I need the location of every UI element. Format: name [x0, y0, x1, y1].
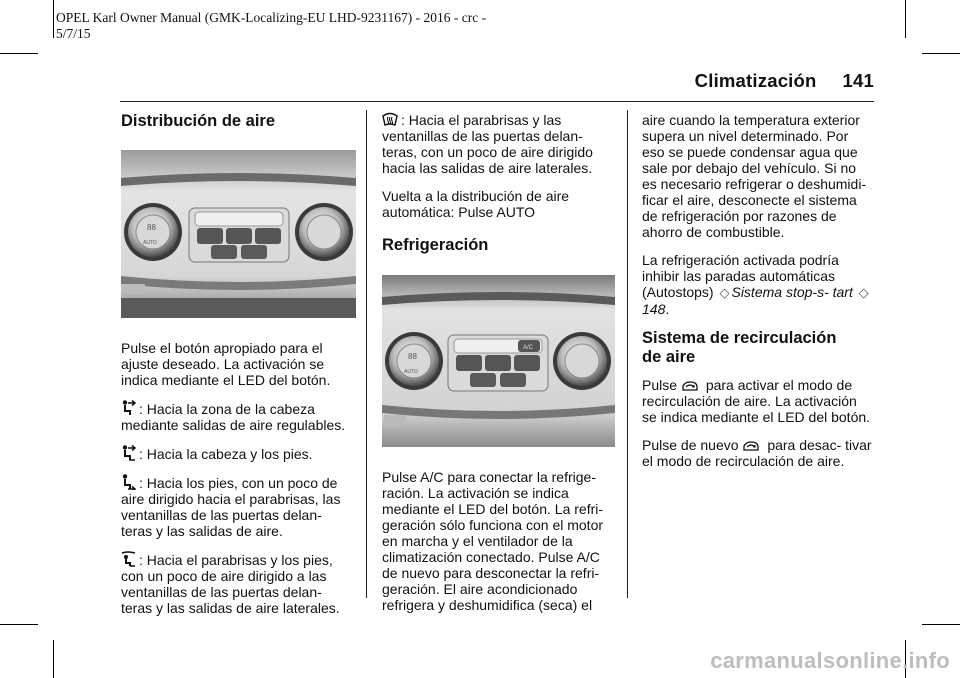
vent-head-feet-icon — [121, 445, 136, 461]
watermark: carmanualsonline.info — [710, 648, 950, 673]
page-header — [695, 70, 874, 92]
intro-paragraph: Pulse el botón apropiado para el ajuste deseado. La activación se indica mediante el LED del botón. — [121, 340, 331, 388]
recirculation-on-paragraph — [642, 377, 874, 425]
distribution-item-head-text: : Hacia la zona de la cabeza mediante salidas de aire regulables. — [121, 401, 346, 433]
crop-mark — [53, 640, 54, 678]
panel1-auto-left: AUTO — [143, 240, 157, 246]
column-1 — [121, 112, 356, 628]
xref-icon: ◇ — [719, 285, 730, 300]
meta-line-2: 5/7/15 — [56, 26, 91, 41]
distribution-item-feet-text: : Hacia los pies, con un poco de aire dirigido hacia el parabrisas, las ventanillas de las puertas delan- teras y las salidas de aire. — [121, 475, 341, 539]
crop-mark — [0, 624, 38, 625]
crop-mark — [0, 53, 38, 54]
recirc-on-before: Pulse — [642, 377, 678, 393]
crop-mark — [922, 624, 960, 625]
defrost-paragraph — [382, 112, 618, 176]
crop-mark — [905, 0, 906, 38]
recirculation-icon — [681, 380, 699, 392]
panel2-temp-left: 88 — [408, 352, 417, 361]
climate-panel-image — [121, 150, 356, 318]
cooling-paragraph-continued: aire cuando la temperatura exterior supera un nivel determinado. Por eso se puede condensar agua que sale por debajo del vehículo. Si no es necesario refrigerar o deshumidi- ficar el aire, desconecte el sistema de refrigeración por razones de ahorro de combustible. — [642, 112, 867, 240]
panel1-temp-left: 88 — [147, 223, 156, 232]
ac-paragraph: Pulse A/C para conectar la refrige- ración. La activación se indica mediante el LED del botón. La refri- geración sólo funciona con el motor en marcha y el ventilador de la climatización conectado. Pulse A/C de nuevo para desconectar la refri- geración. El aire acondicionado refrigera y deshumidifica (seca) el — [382, 469, 604, 613]
section-heading-cooling: Refrigeración — [382, 236, 489, 254]
recirc-on-after: para activar el modo de recirculación de aire. La activación se indica mediante el LED del botón. — [642, 377, 871, 425]
column-2 — [382, 112, 618, 625]
meta-line-1: OPEL Karl Owner Manual (GMK-Localizing-EU LHD-9231167) - 2016 - crc - — [56, 10, 487, 25]
autostop-text: La refrigeración activada podría inhibir las paradas automáticas (Autostops) — [642, 252, 839, 300]
header-rule — [120, 101, 874, 102]
stop-start-page[interactable]: 148 — [642, 301, 666, 317]
recirc-off-after: para desac- tivar el modo de recirculación de aire. — [642, 437, 872, 469]
column-3 — [642, 112, 874, 481]
climate-panel-photo-1 — [121, 150, 356, 318]
recirc-off-before: Pulse de nuevo — [642, 437, 739, 453]
column-divider — [627, 110, 628, 598]
vent-windshield-feet-icon — [121, 551, 136, 567]
vent-feet-icon — [121, 474, 136, 490]
distribution-item-head — [121, 400, 356, 433]
distribution-item-head-feet-text: : Hacia la cabeza y los pies. — [139, 446, 313, 462]
crop-mark — [922, 53, 960, 54]
autostop-paragraph — [642, 252, 874, 317]
stop-start-link[interactable]: Sistema stop-s- tart — [731, 284, 853, 300]
climate-panel-photo-2 — [382, 275, 618, 447]
xref-icon: ◇ — [858, 285, 869, 300]
vent-head-icon — [121, 400, 136, 416]
column-divider — [366, 110, 367, 598]
distribution-item-feet — [121, 474, 356, 539]
defrost-text: : Hacia el parabrisas y las ventanillas de las puertas delan- teras, con un poco de aire dirigido hacia las salidas de aire laterales. — [382, 112, 593, 176]
heading-line-2: de aire — [642, 348, 696, 366]
recirculation-off-paragraph — [642, 437, 874, 469]
panel2-auto-left: AUTO — [404, 369, 418, 375]
crop-mark — [53, 0, 54, 38]
auto-paragraph: Vuelta a la distribución de aire automática: Pulse AUTO — [382, 188, 570, 220]
page-number: 141 — [842, 70, 874, 91]
distribution-item-windshield-feet-text: : Hacia el parabrisas y los pies, con un poco de aire dirigido a las ventanillas de las puertas delan- teras y las salidas de aire laterales. — [121, 552, 340, 616]
section-title: Climatización — [694, 70, 817, 91]
section-heading-recirculation — [642, 329, 874, 367]
document-meta — [56, 10, 486, 42]
autostop-end: . — [665, 301, 670, 317]
heading-line-1: Sistema de recirculación — [642, 329, 837, 347]
panel2-ac-label: A/C — [523, 345, 534, 351]
defrost-icon — [382, 112, 398, 127]
recirculation-icon — [742, 440, 760, 452]
distribution-item-windshield-feet — [121, 551, 356, 616]
distribution-item-head-feet — [121, 445, 356, 462]
section-heading-air-distribution: Distribución de aire — [121, 112, 276, 130]
climate-panel-image — [382, 275, 615, 447]
